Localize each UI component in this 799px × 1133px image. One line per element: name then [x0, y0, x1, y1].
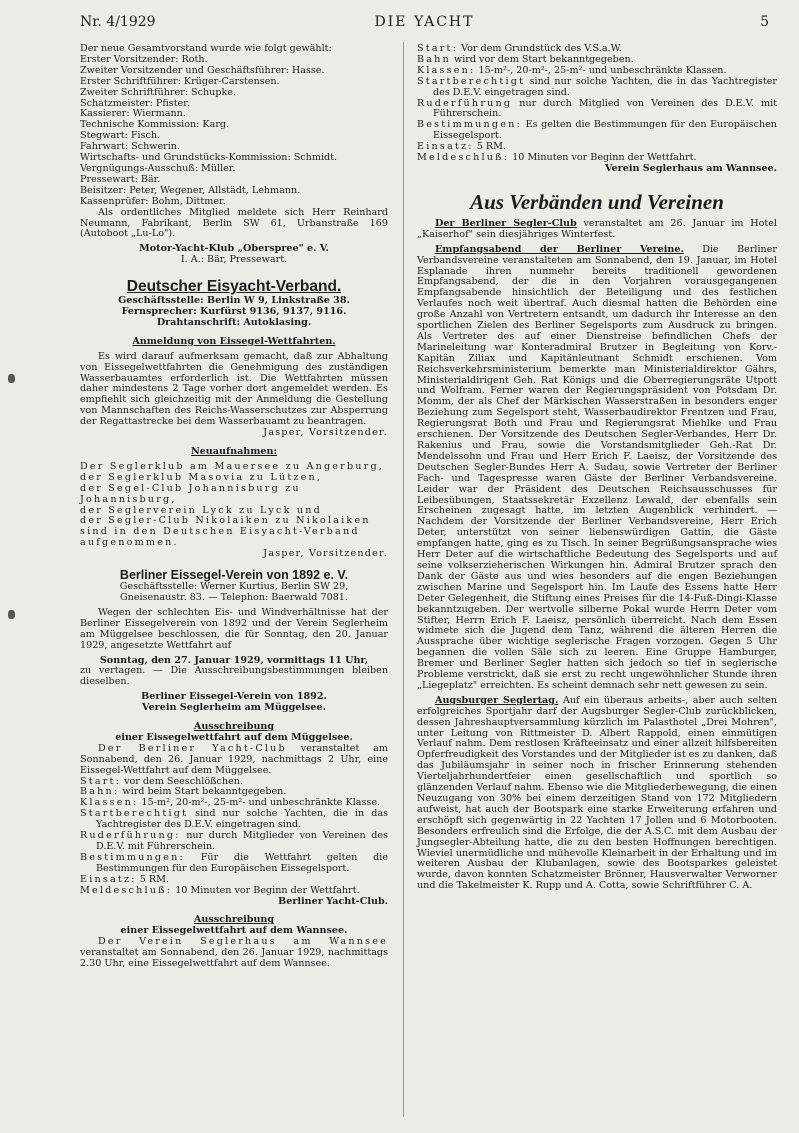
binding-mark — [8, 610, 15, 619]
column-divider — [403, 42, 404, 1117]
desv-info: Fernsprecher: Kurfürst 9136, 9137, 9116. — [121, 306, 347, 318]
board-list — [80, 55, 388, 208]
ausschreibung-subheading: einer Eissegelwettfahrt auf dem Müggelsee. — [115, 731, 353, 743]
board-role: Erster Vorsitzender: Roth. — [80, 53, 208, 65]
board-role: Pressewart: Bär. — [80, 173, 161, 185]
ausschreibung-item: Start: Vor dem Grundstück des V.S.a.W. — [417, 43, 622, 54]
ausschreibung-subheading: einer Eissegelwettfahrt auf dem Wannsee. — [120, 925, 348, 937]
news-item: Empfangsabend der Berliner Vereine. Die Berliner Verbandsvereine veranstalteten am Sonnabend, den 19. Januar, im Hotel Esplanade ihren nunmehr bereits traditionell gewordenen Empfangsabend, der die in den Vorjahren vorausgegangenen Empfangsabende hinsichtlich der Beteiligung und des festlichen Verlaufes noch weit übertraf. Auch diesmal hatten die Behörden eine große Anzahl von Vertretern entsandt, um dadurch ihr Interesse an den sportlichen Zielen des Berliner Segelsports zum Ausdruck zu bringen. Als Vertreter des auf einer Dienstreise befindlichen Chefs der Marineleitung war Konteradmiral Brutzer in Begleitung von Korv.-Kapitän Ziliax und Kapitänleutnant Schmidt erschienen. Vom Reichsverkehrsministerium bemerkte man Ministerialdirektor Gährs, Ministerialdirigent Geh. Rat Königs und die Oberregierungsräte Utpott und Wolfram. Ferner waren der Regierungspräsident von Potsdam Dr. Momm, der als Chef der Märkischen Wasserstraßen in besonders enger Beziehung zum Segelsport steht, Wasserbaudirektor Frentzen und Frau, Regierungsrat Both und Frau und Regierungsrat Miehlke und Frau erschienen. Der Vorsitzende des Deutschen Segler-Verbandes, Herr Dr. Rakenius und Frau, sowie die Vorstandsmitglieder Geh.-Rat Dr. Mendelssohn und Frau und Herr Erich F. Laeisz, der Vorsitzende des Deutschen Segler-Bundes Herr A. Sudau, sowie Vertreter der Berliner Fach- und Tagespresse waren Gäste der Berliner Verbandsvereine. Leider war der Präsident des Deutschen Reichsausschusses für Leibesübungen, Staatssekretär Exzellenz Lewald, der ebenfalls sein Erscheinen zugesagt hatte, im letzten Augenblick verhindert. — Nachdem der Vorsitzende der Berliner Verbandsvereine, Herr Erich Deter, unterstützt von seiner liebenswürdigen Gattin, die Gäste empfangen hatte, ging es zu Tisch. In seiner Begrüßungsansprache wies Herr Deter auf die wirtschaftliche Bedeutung des Segelsports und auf seine volkserzieherischen Wirkungen hin. Admiral Brutzer sprach den Dank der Gäste aus und wies besonders auf die engen Beziehungen zwischen Marine und Segelsport hin. Im Laufe des Essens hatte Herr Deter Gelegenheit, die Stiftung eines Preises für die 14-Fuß-Dingi-Klasse bekanntzugeben. Der wertvolle silberne Pokal wurde Herrn Deter vom Stifter, Herrn Erich F. Laeisz, persönlich überreicht. Nach dem Essen widmete sich die Jugend dem Tanz, während die älteren Herren die Aussprache über wichtige seglerische Fragen vorzogen. Gegen 5 Uhr begannen die vollen Säle sich zu leeren. Eine Gruppe Hamburger, Bremer und Berliner Segler hatten sich jedoch so tief in seglerische Probleme verstrickt, daß sie erst zu recht ungewöhnlicher Stunde ihren „Liegeplatz" erreichten. Es scheint demnach sehr nett gewesen zu sein. — [417, 243, 778, 691]
ausschreibung-item: Start: vor dem Seeschlößchen. — [80, 775, 243, 787]
board-role: Beisitzer: Peter, Wegener, Allstädt, Lehmann. — [80, 184, 301, 196]
ausschreibung-item: Bahn wird vor dem Start bekanntgegeben. — [417, 53, 634, 65]
ausschreibung-item: Startberechtigt sind nur solche Yachten, die in das Yachtregister des D.E.V. eingetragen sind. — [417, 75, 777, 98]
neuaufnahme-line: der Segler-Club Nikolaiken zu Nikolaiken sind in den Deutschen Eisyacht-Verband aufgenommen. — [80, 515, 371, 549]
ausschreibung-intro: Der Verein Seglerhaus am Wannsee veranstaltet am Sonnabend, den 26. Januar 1929, nachmittags 2.30 Uhr, eine Eissegelwettfahrt auf dem Wannsee. — [80, 936, 388, 970]
bev-title: Berliner Eissegel-Verein von 1892 e. V. — [119, 568, 349, 583]
anmeldung-heading: Anmeldung von Eissegel-Wettfahrten. — [132, 335, 336, 347]
ausschreibung-heading: Ausschreibung — [193, 914, 275, 926]
bev-text2: zu vertagen. — Die Ausschreibungsbestimmungen bleiben dieselben. — [80, 665, 388, 688]
board-role: Zweiter Schriftführer: Schupke. — [80, 86, 237, 98]
ausschreibung-item: Einsatz: 5 RM. — [417, 141, 506, 153]
bev-signature: Verein Seglerheim am Müggelsee. — [142, 702, 326, 714]
bev-text: Wegen der schlechten Eis- und Windverhältnisse hat der Berliner Eissegelverein von 1892 und der Verein Seglerheim am Müggelsee beschlossen, die für Sonntag, den 20. Januar 1929, angesetzte Wettfahrt auf — [80, 606, 388, 651]
anmeldung-signature: Jasper, Vorsitzender. — [263, 427, 388, 439]
news-lead: Empfangsabend der Berliner Vereine. — [435, 243, 684, 255]
board-role: Fahrwart: Schwerin. — [80, 141, 181, 153]
neuaufnahme-line: der Seglerklub Masovia zu Lützen, — [80, 471, 323, 483]
board-role: Schatzmeister: Pfister. — [80, 97, 190, 109]
ausschreibung-item: Ruderführung nur durch Mitglied von Vereinen des D.E.V. mit Führerschein. — [417, 97, 777, 120]
page-number: 5 — [760, 14, 769, 30]
board-role: Vergnügungs-Ausschuß: Müller. — [80, 162, 236, 174]
page-header — [80, 14, 769, 36]
desv-info: Geschäftsstelle: Berlin W 9, Linkstraße 38. — [118, 295, 350, 307]
board-role: Technische Kommission: Karg. — [80, 119, 230, 131]
news-item: Der Berliner Segler-Club veranstaltet am 26. Januar im Hotel „Kaiserhof" sein diesjähriges Winterfest. — [417, 217, 778, 240]
neuaufnahme-line: Der Seglerklub am Mauersee zu Angerburg, — [80, 460, 385, 472]
club-signature-sub: I. A.: Bär, Pressewart. — [180, 254, 288, 266]
desv-title: Deutscher Eisyacht-Verband. — [126, 278, 342, 296]
ausschreibung-item: Klassen: 15-m², 20-m²-, 25-m²- und unbeschränkte Klasse. — [80, 797, 381, 809]
ausschreibung-item: Meldeschluß: 10 Minuten vor Beginn der Wettfahrt. — [80, 884, 360, 896]
section-title: Aus Verbänden und Vereinen — [470, 189, 724, 214]
member-note: Als ordentliches Mitglied meldete sich Herr Reinhard Neumann, Fabrikant, Berlin SW 61, Urbanstraße 169 (Autoboot „Lu-Lo"). — [80, 206, 388, 240]
board-intro: Der neue Gesamtvorstand wurde wie folgt gewählt: — [80, 43, 332, 54]
issue-number: Nr. 4/1929 — [80, 14, 156, 30]
bev-date: Sonntag, den 27. Januar 1929, vormittags 11 Uhr, — [99, 654, 369, 666]
right-column — [417, 44, 777, 892]
bev-info: Geschäftsstelle: Werner Kurtius, Berlin SW 29, — [119, 581, 349, 593]
club-name: Der Verein Seglerhaus am Wannsee — [98, 936, 388, 948]
bev-signature: Berliner Eissegel-Verein von 1892. — [141, 691, 327, 703]
board-role: Erster Schriftführer: Krüger-Carstensen. — [80, 75, 280, 87]
club-name: Der Berliner Yacht-Club — [98, 742, 287, 754]
neuaufnahmen-signature: Jasper, Vorsitzender. — [263, 548, 388, 560]
anmeldung-text: Es wird darauf aufmerksam gemacht, daß zur Abhaltung von Eissegelwettfahrten die Genehmigung des zuständigen Wasserbauamtes erforderlich ist. Die Wettfahrten müssen daher mindestens 2 Tage vorher dort angemeldet werden. Es empfiehlt sich gleichzeitig mit der Anmeldung die Gestellung von Mannschaften des Reichs-Wasserschutzes zur Absperrung der Regattastrecke bei dem Wasserbauamt zu beantragen. — [80, 350, 388, 428]
ausschreibung-item: Klassen: 15-m²-, 20-m²-, 25-m²- und unbeschränkte Klassen. — [417, 64, 727, 76]
ausschreibung-signature: Verein Seglerhaus am Wannsee. — [605, 162, 777, 174]
news-item: Augsburger Seglertag. Auf ein überaus arbeits-, aber auch selten erfolgreiches Sportjahr darf der Augsburger Segler-Club zurückblicken, dessen Jahreshauptversammlung kürzlich im Palasthotel „Drei Mohren", unter Leitung von Rittmeister D. Albert Rappold, einen einmütigen Verlauf nahm. Dem restlosen Kräfteeinsatz und einer allzeit hilfsbereiten Opferfreudigkeit des Vorstandes und der Mitglieder ist es zu danken, daß das Jubiläumsjahr in seiner noch in frischer Erinnerung stehenden Vierteljahrhundertfeier einen gesellschaftlich und sportlich so glänzenden Verlauf nahm. Ebenso wie die Mitgliederbewegung, die einen Neuzugang von 30% bei einem derzeitigen Stand von 172 Mitgliedern aufweist, hat auch der Bootspark eine starke Erweiterung erfahren und erschöpft sich gegenwärtig in 22 Yachten 17 Jollen und 6 Motorbooten. Besonders erfreulich sind die Erfolge, die der A.S.C. mit dem Ausbau der Jungsegler-Abteilung hatte, die zu den besten Hoffnungen berechtigen. Wieviel unermüdliche und mühevolle Kleinarbeit in der Erhaltung und im weiteren Ausbau der Klubanlagen, sowie des Bootsparkes geleistet wurde, davon konnten Schatzmeister Brönner, Hausverwalter Verworner und die Takelmeister K. Rupp und A. Cotta, sowie Schriftführer C. A. — [417, 694, 777, 892]
neuaufnahme-line: der Seglerverein Lyck zu Lyck und — [80, 504, 322, 516]
desv-info: Drahtanschrift: Autoklasing. — [156, 316, 312, 328]
ausschreibung-item: Startberechtigt sind nur solche Yachten, die in das Yachtregister des D.E.V. eingetragen sind. — [80, 808, 388, 831]
neuaufnahmen-heading: Neuaufnahmen: — [190, 446, 278, 457]
board-role: Kassierer: Wiermann. — [80, 108, 186, 120]
bev-info: Gneisenaustr. 83. — Telephon: Baerwald 7081. — [120, 591, 348, 603]
news-lead: Der Berliner Segler-Club — [435, 217, 577, 229]
board-role: Stegwart: Fisch. — [80, 130, 161, 142]
ausschreibung-signature: Berliner Yacht-Club. — [278, 895, 388, 907]
ausschreibung-item: Bestimmungen: Für die Wettfahrt gelten die Bestimmungen für den Europäischen Eissegelsport. — [80, 851, 388, 874]
club-signature: Motor-Yacht-Klub „Oberspree" e. V. — [139, 243, 329, 255]
ausschreibung-heading: Ausschreibung — [193, 721, 275, 733]
binding-mark — [8, 374, 15, 383]
ausschreibung-item: Meldeschluß: 10 Minuten vor Beginn der Wettfahrt. — [417, 152, 697, 164]
ausschreibung-intro: Der Berliner Yacht-Club veranstaltet am Sonnabend, den 26. Januar 1929, nachmittags 2 Uhr, eine Eissegel-Wettfahrt auf dem Müggelsee. — [80, 742, 388, 776]
ausschreibung-item: Ruderführung: nur durch Mitglieder von Vereinen des D.E.V. mit Führerschein. — [80, 830, 388, 852]
ausschreibung-item: Einsatz: 5 RM. — [80, 873, 169, 885]
news-lead: Augsburger Seglertag. — [435, 694, 559, 706]
board-role: Kassenprüfer: Bohm, Dittmer. — [80, 195, 226, 207]
board-role: Zweiter Vorsitzender und Geschäftsführer: Hasse. — [80, 64, 325, 76]
neuaufnahme-line: der Segel-Club Johannisburg zu Johannisburg, — [80, 482, 301, 505]
ausschreibung-item: Bahn: wird beim Start bekanntgegeben. — [80, 786, 287, 798]
board-role: Wirtschafts- und Grundstücks-Kommission: Schmidt. — [80, 152, 338, 164]
left-column — [80, 44, 388, 970]
magazine-title: DIE YACHT — [374, 14, 475, 30]
ausschreibung-item: Bestimmungen: Es gelten die Bestimmungen für den Europäischen Eissegelsport. — [417, 119, 777, 142]
